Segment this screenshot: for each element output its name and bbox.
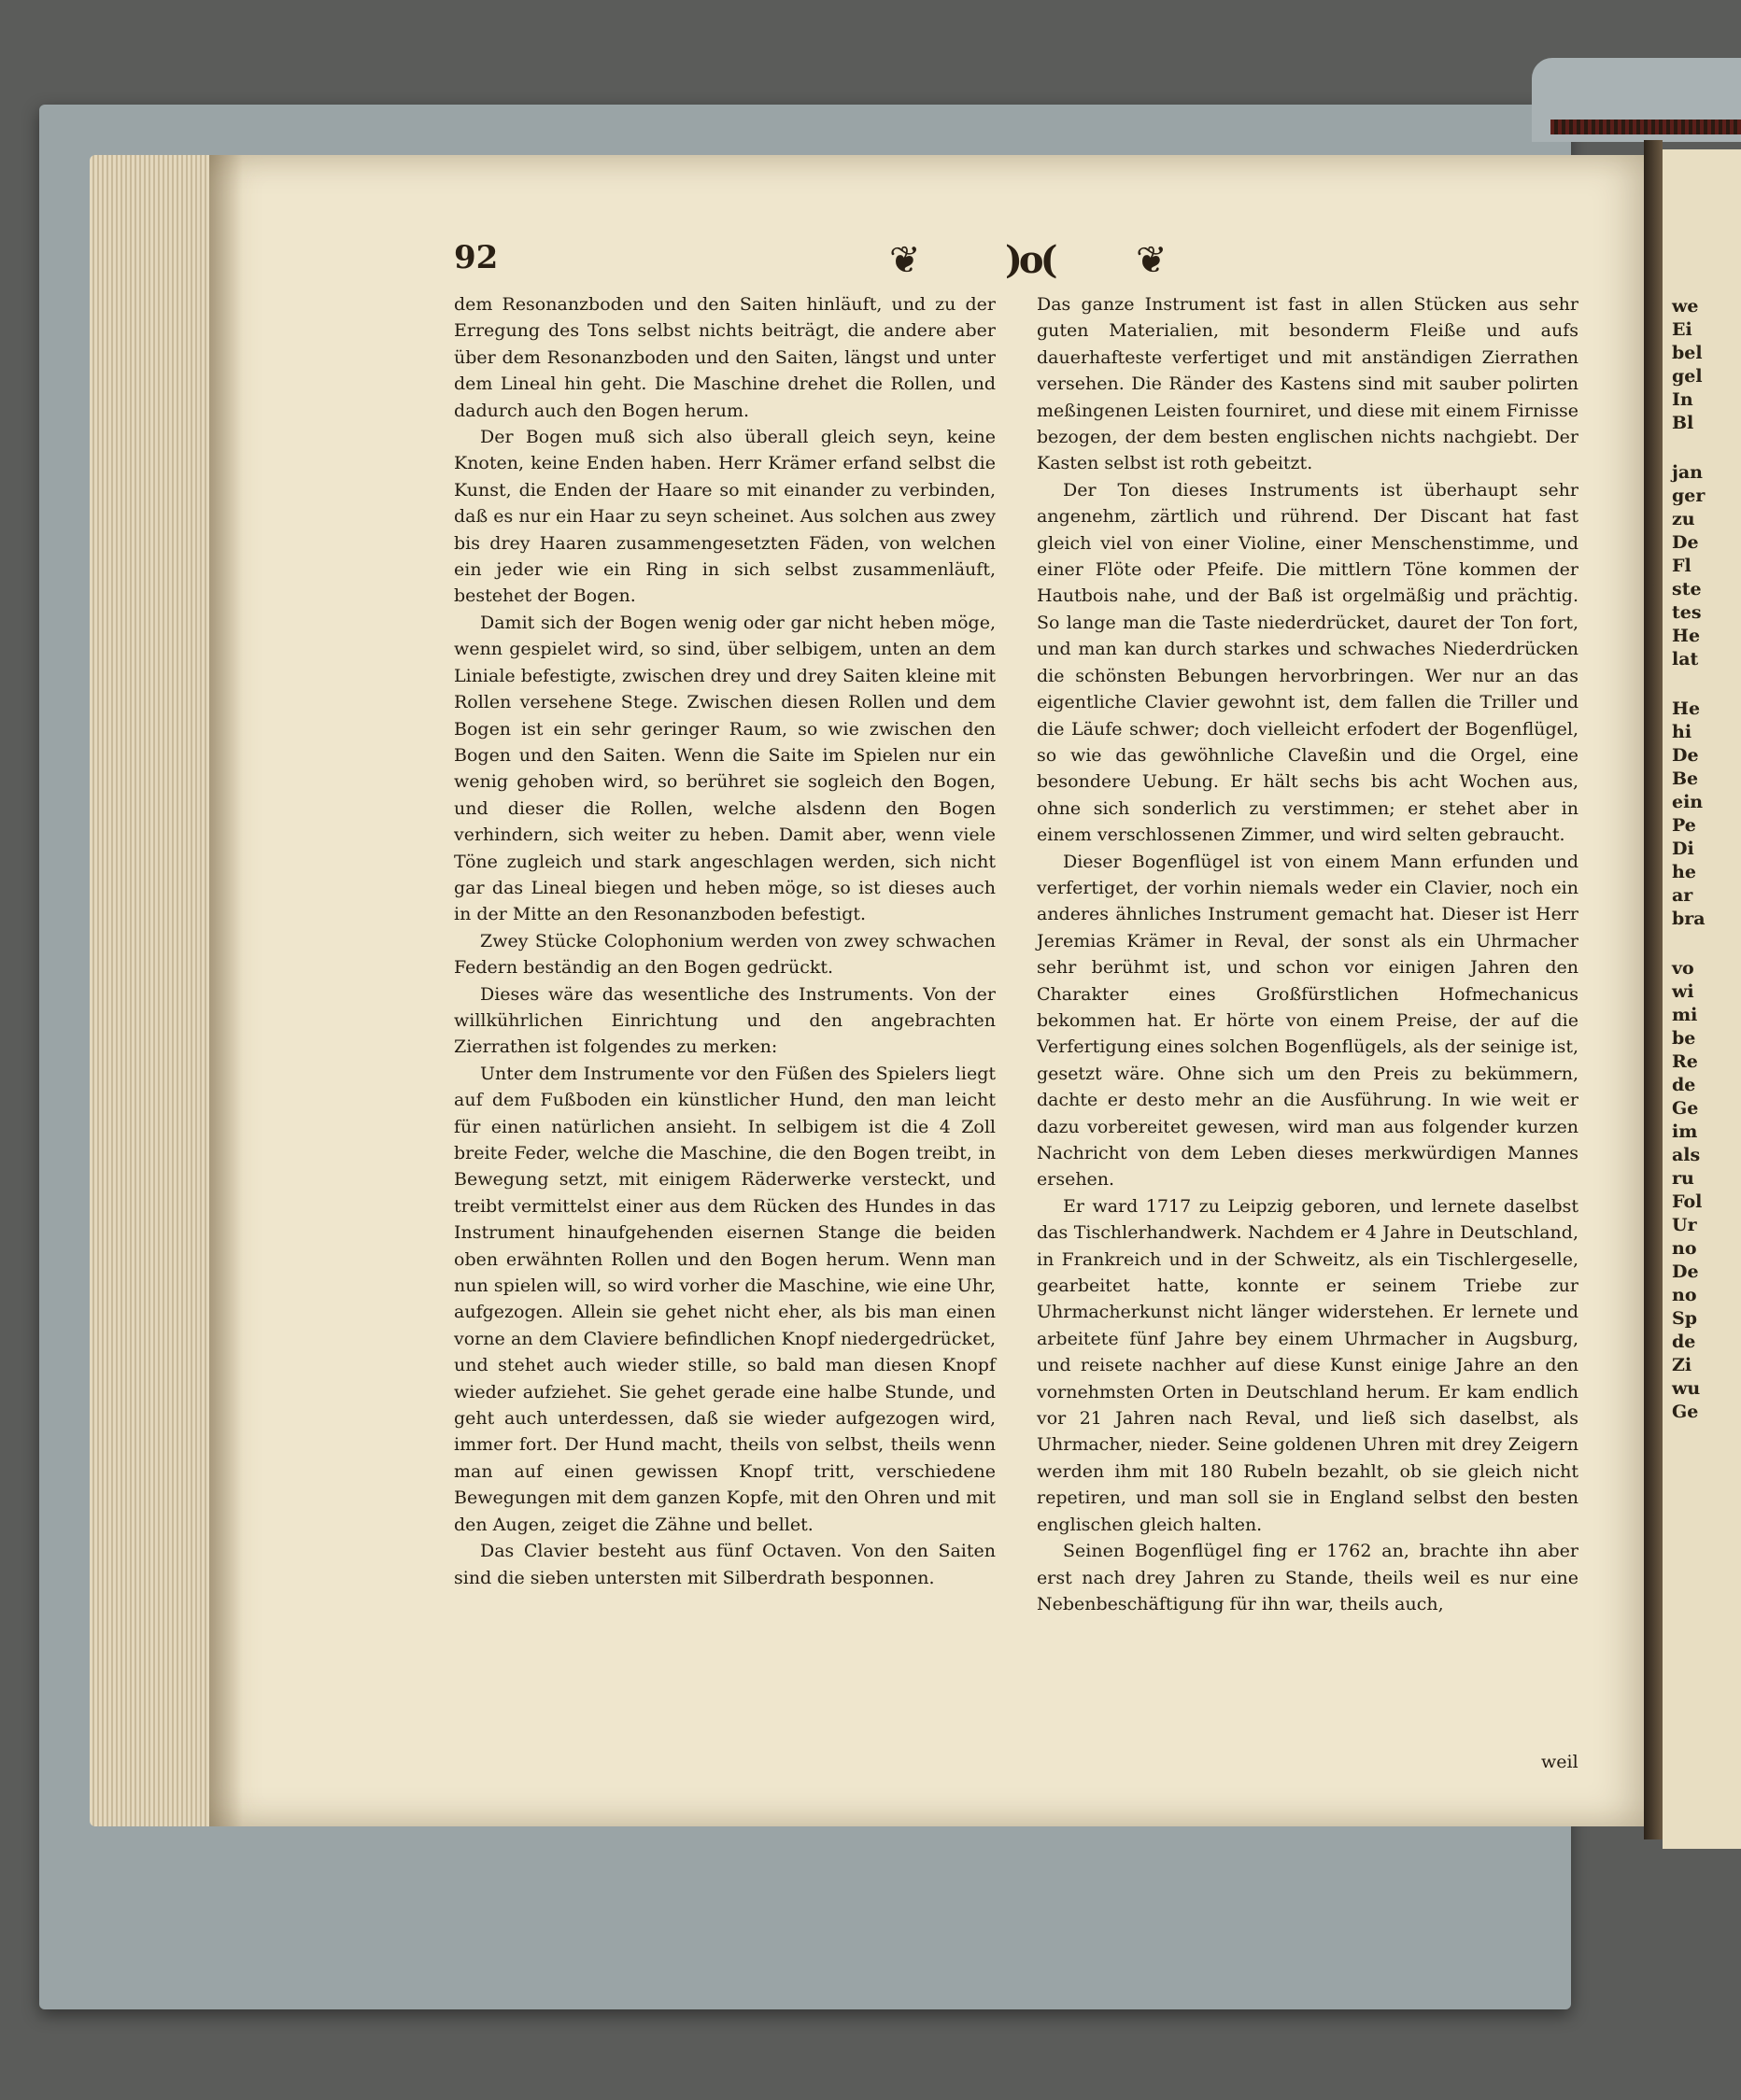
next-page-fragment: wu xyxy=(1672,1378,1701,1399)
next-page-fragment: He xyxy=(1672,626,1701,646)
paragraph: Das ganze Instrument ist fast in allen Stücken aus sehr guten Materialien, mit besonderm Fleiße und aufs dauerhafteste verfertiget und mit anständigen Zierrathen versehen. Die Ränder des Kastens sind mit sauber polirten meßingenen Leisten fourniret, und diese mit einem Firnisse bezogen, der dem besten englischen nichts nachgiebt. Der Kasten selbst ist roth gebeitzt. xyxy=(1037,294,1578,474)
next-page-fragment: no xyxy=(1672,1238,1697,1259)
next-page-fragment: mi xyxy=(1672,1005,1698,1025)
next-page-fragment: im xyxy=(1672,1121,1698,1142)
next-page-fragment: Ur xyxy=(1672,1215,1697,1235)
next-page-fragment: ar xyxy=(1672,885,1693,906)
page-number: 92 xyxy=(454,239,499,276)
left-text-column xyxy=(454,291,996,1591)
next-page-fragment: he xyxy=(1672,862,1696,882)
next-page-fragment: bel xyxy=(1672,343,1703,363)
next-page-fragment: Be xyxy=(1672,768,1699,789)
next-page-fragment: tes xyxy=(1672,602,1702,623)
next-page-fragment: bra xyxy=(1672,909,1706,929)
next-page-fragment: no xyxy=(1672,1285,1697,1305)
next-page-fragment: Ge xyxy=(1672,1098,1699,1119)
paragraph: Das Clavier besteht aus fünf Octaven. Von den Saiten sind die sieben untersten mit Silberdrath besponnen. xyxy=(454,1541,996,1588)
next-page-fragment: lat xyxy=(1672,649,1699,669)
next-page-fragment: Fol xyxy=(1672,1191,1703,1212)
next-page-fragment: be xyxy=(1672,1028,1696,1049)
next-page-fragment: ste xyxy=(1672,579,1702,599)
next-page-fragment: De xyxy=(1672,1261,1699,1282)
next-page-fragment: De xyxy=(1672,532,1699,553)
paragraph: Seinen Bogenflügel fing er 1762 an, brachte ihn aber erst nach drey Jahren zu Stande, theils weil es nur eine Nebenbeschäftigung für ihn war, theils auch, xyxy=(1037,1541,1578,1614)
next-page-fragment: Re xyxy=(1672,1051,1698,1072)
paragraph: dem Resonanzboden und den Saiten hinläuft, und zu der Erregung des Tons selbst nichts beiträgt, die andere aber über dem Resonanzboden und den Saiten, längst und unter dem Lineal hin geht. Die Maschine drehet die Rollen, und dadurch auch den Bogen herum. xyxy=(454,294,996,421)
paragraph: Der Bogen muß sich also überall gleich seyn, keine Knoten, keine Enden haben. Herr Krämer erfand selbst die Kunst, die Enden der Haare so mit einander zu verbinden, daß es nur ein Haar zu seyn scheinet. Aus solchen aus zwey bis drey Haaren zusammengesetzten Fäden, von welchen ein jeder wie ein Ring in sich selbst zusammenläuft, bestehet der Bogen. xyxy=(454,427,996,607)
next-page-fragment: ein xyxy=(1672,792,1704,812)
next-page-fragment: In xyxy=(1672,389,1693,410)
page-shadow xyxy=(209,155,243,1826)
right-page-fragment xyxy=(1663,149,1741,1849)
paragraph: Damit sich der Bogen wenig oder gar nicht heben möge, wenn gespielet wird, so sind, über selbigem, unten an dem Liniale befestigte, zwischen drey und drey Saiten kleine mit Rollen versehene Stege. Zwischen diesen Rollen und dem Bogen ist ein sehr geringer Raum, so wie zwischen den Bogen und den Saiten. Wenn die Saite im Spielen nur ein wenig gehoben wird, so berühret sie sogleich den Bogen, und dieser die Rollen, welche alsdenn den Bogen verhindern, sich weiter zu heben. Damit aber, wenn viele Töne zugleich und stark angeschlagen werden, sich nicht gar das Lineal biegen und heben möge, so ist dieses auch in der Mitte an den Resonanzboden befestigt. xyxy=(454,612,996,925)
next-page-fragment: Bl xyxy=(1672,413,1694,433)
paragraph: Zwey Stücke Colophonium werden von zwey schwachen Federn beständig an den Bogen gedrückt. xyxy=(454,930,996,979)
next-page-fragment: hi xyxy=(1672,722,1692,742)
next-page-fragment: jan xyxy=(1672,462,1703,483)
paragraph: Dieser Bogenflügel ist von einem Mann erfunden und verfertiget, der vorhin niemals weder ein Clavier, noch ein anderes ähnliches Instrument gemacht hat. Dieser ist Herr Jeremias Krämer in Reval, der sonst als ein Uhrmacher sehr berühmt ist, und schon vor einigen Jahren den Charakter eines Großfürstlichen Hofmechanicus bekommen hat. Er hörte von einem Preise, der auf die Verfertigung eines solchen Bogenflügels, als der seinige ist, gesetzt wäre. Ohne sich um den Preis zu bekümmern, dachte er desto mehr an die Ausführung. In wie weit er dazu vorbereitet gewesen, wird man aus folgender kurzen Nachricht von dem Leben dieses merkwürdigen Mannes ersehen. xyxy=(1037,851,1578,1191)
book-gutter xyxy=(1644,140,1663,1839)
right-text-column xyxy=(1037,291,1578,1617)
next-page-fragment: He xyxy=(1672,698,1701,719)
paragraph: Dieses wäre das wesentliche des Instruments. Von der willkührlichen Einrichtung und den angebrachten Zierrathen ist folgendes zu merken: xyxy=(454,983,996,1058)
page-header xyxy=(454,239,1248,286)
next-page-fragment: wi xyxy=(1672,981,1694,1002)
next-page-fragment: De xyxy=(1672,745,1699,766)
catchword: weil xyxy=(1541,1752,1578,1772)
next-page-fragment: de xyxy=(1672,1332,1696,1352)
next-page-fragment: gel xyxy=(1672,366,1703,387)
shell-ornament-icon: ❦ xyxy=(889,239,921,282)
next-page-fragment: Fl xyxy=(1672,556,1691,576)
paragraph: Unter dem Instrumente vor den Füßen des Spielers liegt auf dem Fußboden ein künstlicher Hund, den man leicht für einen natürlichen ansieht. In selbigem ist die 4 Zoll breite Feder, welche die Maschine, die den Bogen treibt, in Bewegung setzt, mit einigem Räderwerke versteckt, und treibt vermittelst einer aus dem Rücken des Hundes in das Instrument hinaufgehenden eisernen Stange die beiden oben erwähnten Rollen und den Bogen herum. Wenn man nun spielen will, so wird vorher die Maschine, wie eine Uhr, aufgezogen. Allein sie gehet nicht eher, als bis man einen vorne an dem Claviere befindlichen Knopf niedergedrücket, und stehet auch wieder stille, so bald man diesen Knopf wieder aufziehet. Sie gehet gerade eine halbe Stunde, und geht auch unterdessen, daß sie wieder aufgezogen wird, immer fort. Der Hund macht, theils von selbst, theils wenn man auf einen gewissen Knopf tritt, verschiedene Bewegungen mit dem ganzen Kopfe, mit den Ohren und mit den Augen, zeiget die Zähne und bellet. xyxy=(454,1063,996,1535)
next-page-fragment: als xyxy=(1672,1145,1701,1165)
next-page-fragment: Ei xyxy=(1672,319,1692,340)
next-page-fragment: Sp xyxy=(1672,1308,1698,1329)
paragraph: Der Ton dieses Instruments ist überhaupt sehr angenehm, zärtlich und rührend. Der Discant hat fast gleich viel von einer Violine, einer Menschenstimme, und einer Flöte oder Pfeife. Die mittlern Töne kommen der Hautbois nahe, und der Baß ist orgelmäßig und prächtig. So lange man die Taste niederdrücket, dauret der Ton fort, und man kan durch starkes und schwaches Niederdrücken die schönsten Bebungen hervorbringen. Wer nur an das eigentliche Clavier gewohnt ist, dem fallen die Triller und die Läufe schwer; doch vielleicht erfodert der Bogenflügel, so wie das gewöhnliche Claveßin und die Orgel, eine besondere Uebung. Er hält sechs bis acht Wochen aus, ohne sich sonderlich zu verstimmen; er stehet aber in einem verschlossenen Zimmer, und wird selten gebraucht. xyxy=(1037,479,1578,846)
next-page-fragment: Zi xyxy=(1672,1355,1692,1375)
center-ornament-icon: )o( xyxy=(1005,238,1055,282)
next-page-fragment: vo xyxy=(1672,958,1694,979)
next-page-fragment: zu xyxy=(1672,509,1695,529)
headband xyxy=(1550,120,1741,134)
next-page-fragment: de xyxy=(1672,1075,1696,1095)
next-page-fragment: Pe xyxy=(1672,815,1696,836)
next-page-fragment: Ge xyxy=(1672,1402,1699,1422)
paragraph: Er ward 1717 zu Leipzig geboren, und lernete daselbst das Tischlerhandwerk. Nachdem er 4 Jahre in Deutschland, in Frankreich und in der Schweitz, als ein Tischlergeselle, gearbeitet hatte, konnte er seinem Triebe zur Uhrmacherkunst nicht länger widerstehen. Er lernete und arbeitete fünf Jahre bey einem Uhrmacher in Augsburg, und reisete nachher auf diese Kunst einige Jahre an den vornehmsten Orten in Deutschland herum. Er kam endlich vor 21 Jahren nach Reval, und ließ sich daselbst, als Uhrmacher, nieder. Seine goldenen Uhren mit drey Zeigern werden ihm mit 180 Rubeln bezahlt, ob sie gleich nicht repetiren, und man soll sie in England selbst den besten englischen gleich halten. xyxy=(1037,1195,1578,1535)
next-page-fragment: we xyxy=(1672,296,1699,317)
next-page-fragment: ger xyxy=(1672,486,1706,506)
next-page-fragment: Di xyxy=(1672,839,1694,859)
shell-ornament-icon: ❦ xyxy=(1136,239,1168,282)
next-page-fragment: ru xyxy=(1672,1168,1694,1189)
